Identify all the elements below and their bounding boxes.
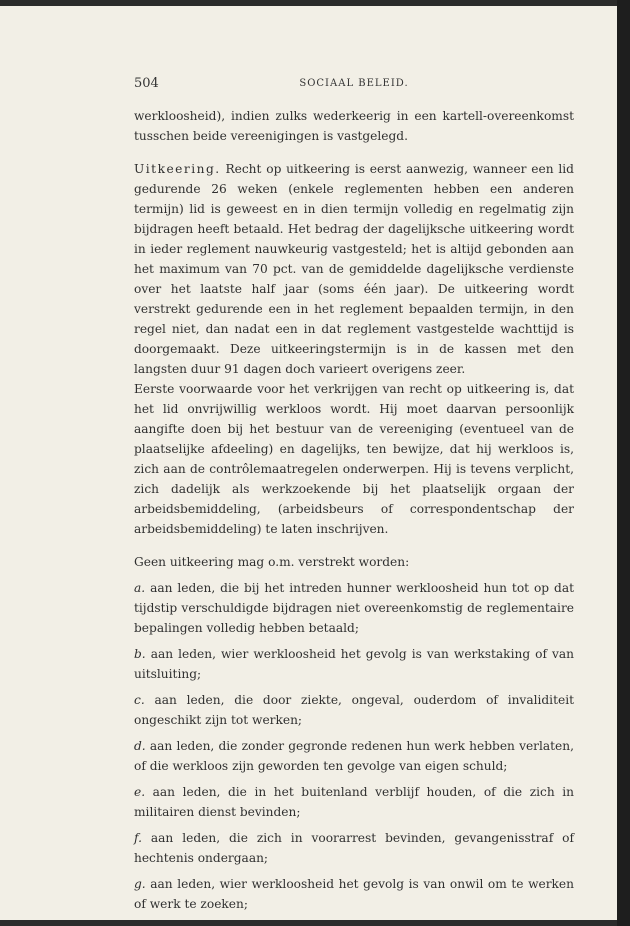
item-text: aan leden, die bij het intreden hunner werkloosheid hun tot op dat tijdstip verschuldigde bijdragen niet overeenkomstig de reglementaire bepalingen volledig hebben betaald; [134,581,574,635]
list-item-g [134,874,574,914]
voorwaarde-paragraph: Eerste voorwaarde voor het verkrijgen van recht op uitkeering is, dat het lid onvrijwillig werkloos wordt. Hij moet daarvan persoonlijk aangifte doen bij het bestuur van de vereeniging (eventueel van de plaatselijke afdeeling) en dagelijks, ten bewijze, dat hij werkloos is, zich aan de contrôlemaatregelen onderwerpen. Hij is tevens verplicht, zich dadelijk als werkzoekende bij het plaatselijk orgaan der arbeidsbemiddeling, (arbeidsbeurs of correspondentschap der arbeidsbemiddeling) te laten inschrijven. [134,382,574,536]
item-letter: f. [134,831,142,845]
item-letter: d. [134,739,146,753]
list-item-c [134,690,574,730]
item-text: aan leden, wier werkloosheid het gevolg is van werkstaking of van uitsluiting; [134,647,574,681]
list-intro: Geen uitkeering mag o.m. verstrekt worden: [134,555,410,569]
body-text [134,106,574,914]
section-heading: Uitkeering. [134,162,221,176]
uitkeering-paragraph [134,159,574,379]
item-letter: a. [134,581,146,595]
list-item-b [134,644,574,684]
list-item-e [134,782,574,822]
item-letter: b. [134,647,146,661]
item-letter: g. [134,877,146,891]
item-text: aan leden, die door ziekte, ongeval, ouderdom of invaliditeit ongeschikt zijn tot werken; [134,693,574,727]
item-letter: e. [134,785,146,799]
list-item-a [134,578,574,638]
item-text: aan leden, die zich in voorarrest bevinden, gevangenisstraf of hechtenis ondergaan; [134,831,574,865]
item-text: aan leden, wier werkloosheid het gevolg is van onwil om te werken of werk te zoeken; [134,877,574,911]
page-number: 504 [134,76,159,91]
intro-paragraph: werkloosheid), indien zulks wederkeerig in een kartell-overeenkomst tusschen beide vereenigingen is vastgelegd. [134,109,574,143]
item-text: aan leden, die in het buitenland verblijf houden, of die zich in militairen dienst bevinden; [134,785,574,819]
page-edge [617,0,630,926]
running-title: SOCIAAL BELEID. [299,78,409,89]
uitkeering-text: Recht op uitkeering is eerst aanwezig, wanneer een lid gedurende 26 weken (enkele reglementen hebben een anderen termijn) lid is geweest en in dien termijn volledig en regelmatig zijn bijdragen heeft betaald. Het bedrag der dagelijksche uitkeering wordt in ieder reglement nauwkeurig vastgesteld; het is altijd gebonden aan het maximum van 70 pct. van de gemiddelde dagelijksche verdienste over het laatste half jaar (soms één jaar). De uitkeering wordt verstrekt gedurende een in het reglement bepaalden termijn, in den regel niet, dan nadat een in dat reglement vastgestelde wachttijd is doorgemaakt. Deze uitkeeringstermijn is in de kassen met den langsten duur 91 dagen doch varieert overigens zeer. [134,162,574,376]
item-letter: c. [134,693,145,707]
list-item-f [134,828,574,868]
list-item-d [134,736,574,776]
item-text: aan leden, die zonder gegronde redenen hun werk hebben verlaten, of die werkloos zijn geworden ten gevolge van eigen schuld; [134,739,574,773]
